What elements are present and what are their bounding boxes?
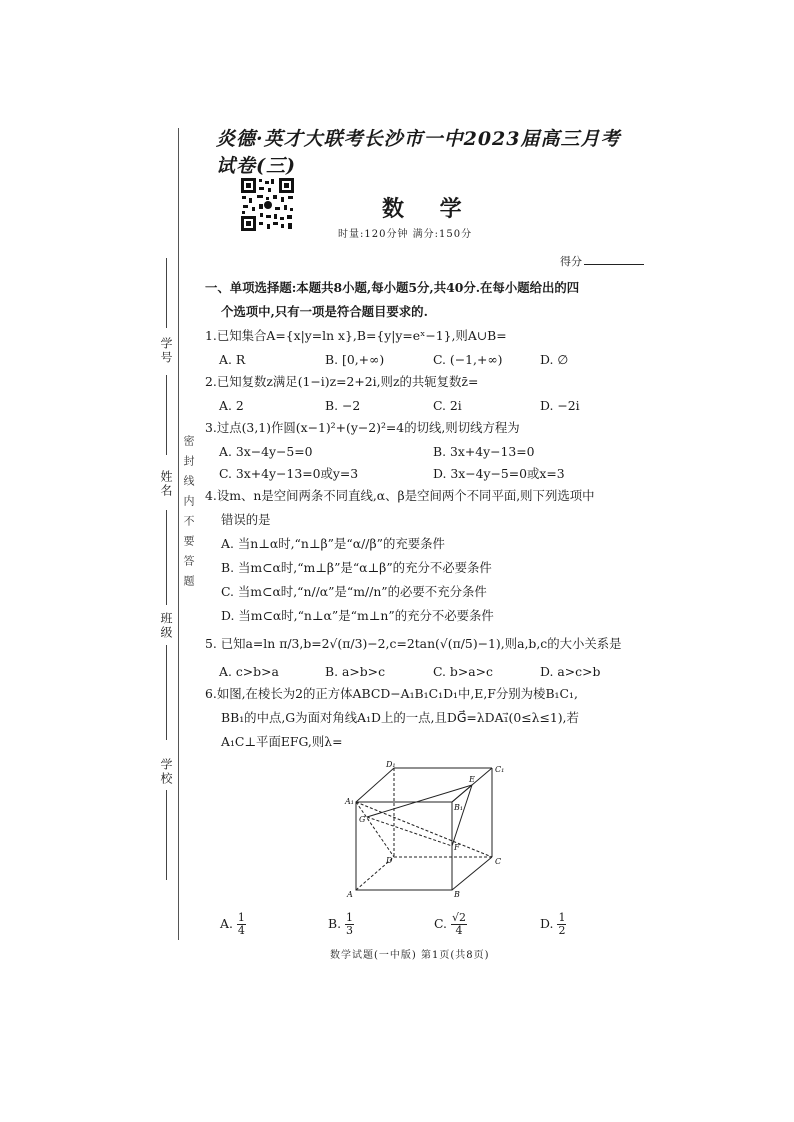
label-d: D — [386, 856, 393, 865]
q3-option-c: C. 3x+4y−13=0或y=3 — [219, 466, 359, 481]
page-footer: 数学试题(一中版) 第1页(共8页) — [330, 950, 490, 961]
label-a: A — [347, 890, 353, 899]
q4-option-b: B. 当m⊂α时,“m⊥β”是“α⊥β”的充分不必要条件 — [221, 560, 492, 575]
exam-time-and-score: 时量:120分钟 满分:150分 — [338, 229, 473, 240]
q4-option-a: A. 当n⊥α时,“n⊥β”是“α//β”的充要条件 — [221, 536, 445, 551]
label-d1: D₁ — [386, 760, 396, 769]
q6-option-b: B. $\frac{1}{3}$ — [328, 911, 354, 937]
q1-option-d: D. ∅ — [540, 352, 569, 367]
cube-front-face — [356, 802, 452, 890]
student-number-label: 学号 — [159, 337, 173, 365]
question-body — [205, 276, 645, 754]
score-field — [560, 253, 644, 269]
school-label: 学校 — [159, 758, 173, 786]
school-field-line — [166, 645, 167, 740]
score-label: 得分 — [560, 255, 582, 268]
q6-option-d: D. $\frac{1}{2}$ — [540, 911, 566, 937]
q4-option-c: C. 当m⊂α时,“n//α”是“m//n”的必要不充分条件 — [221, 584, 487, 599]
class-field-line — [166, 510, 167, 605]
q4-stem: 4.设m、n是空间两条不同直线,α、β是空间两个不同平面,则下列选项中 — [205, 488, 595, 503]
section-heading-cont: 个选项中,只有一项是符合题目要求的. — [221, 304, 428, 319]
extra-field-line — [166, 790, 167, 880]
class-label: 班级 — [159, 612, 173, 640]
q3-option-b: B. 3x+4y−13=0 — [433, 444, 535, 459]
score-blank — [584, 264, 644, 265]
q4-stem-cont: 错误的是 — [221, 512, 271, 527]
name-label: 姓名 — [159, 470, 173, 498]
q6-stem: 6.如图,在棱长为2的正方体ABCD−A₁B₁C₁D₁中,E,F分别为棱B₁C₁, — [205, 686, 578, 701]
q5-options — [205, 660, 645, 682]
q2-option-a: A. 2 — [219, 398, 244, 413]
exam-title: 炎德·英才大联考长沙市一中2023届高三月考试卷(三) — [216, 128, 621, 177]
binding-margin-line — [178, 128, 179, 940]
label-b1: B₁ — [454, 803, 464, 812]
q6-stem-cont: BB₁的中点,G为面对角线A₁D上的一点,且DG⃗=λDA₁⃗(0≤λ≤1),若 — [221, 710, 579, 725]
cube-figure — [340, 760, 510, 900]
q5-option-c: C. b>a>c — [433, 664, 493, 679]
q2-option-d: D. −2i — [540, 398, 580, 413]
label-b: B — [454, 890, 460, 899]
student-number-line — [166, 375, 167, 455]
q5-option-b: B. a>b>c — [325, 664, 386, 679]
q3-stem: 3.过点(3,1)作圆(x−1)²+(y−2)²=4的切线,则切线方程为 — [205, 420, 520, 435]
label-f: F — [454, 843, 460, 852]
qr-code-icon — [240, 177, 295, 232]
q2-option-b: B. −2 — [325, 398, 361, 413]
q6-option-c: C. $\frac{√2}{4}$ — [434, 911, 466, 937]
label-c1: C₁ — [495, 765, 505, 774]
q2-options — [205, 394, 645, 416]
q2-stem: 2.已知复数z满足(1−i)z=2+2i,则z的共轭复数z̄= — [205, 374, 479, 389]
label-a1: A₁ — [345, 797, 354, 806]
q6-option-a: A. $\frac{1}{4}$ — [220, 911, 245, 937]
label-e: E — [469, 775, 475, 784]
subject-title: 数 学 — [382, 196, 476, 222]
seal-line-notice: 密封线内不要答题 — [182, 435, 195, 595]
q3-option-a: A. 3x−4y−5=0 — [219, 444, 313, 459]
q2-option-c: C. 2i — [433, 398, 462, 413]
q5-stem: 5. 已知a=ln π/3,b=2√(π/3)−2,c=2tan(√(π/5)−1),则a,b,c的大小关系是 — [205, 636, 622, 651]
q3-options-row1 — [205, 440, 645, 462]
section-heading: 一、单项选择题:本题共8小题,每小题5分,共40分.在每小题给出的四 — [205, 280, 580, 295]
q1-stem: 1.已知集合A={x|y=ln x},B={y|y=eˣ−1},则A∪B= — [205, 328, 507, 343]
q3-options-row2 — [205, 462, 645, 484]
label-g: G — [359, 815, 366, 824]
q3-option-d: D. 3x−4y−5=0或x=3 — [433, 466, 565, 481]
q1-option-a: A. R — [219, 352, 246, 367]
q5-option-a: A. c>b>a — [219, 664, 279, 679]
q1-option-c: C. (−1,+∞) — [433, 352, 503, 367]
q1-option-b: B. [0,+∞) — [325, 352, 385, 367]
q1-options — [205, 348, 645, 370]
q5-option-d: D. a>c>b — [540, 664, 601, 679]
q4-option-d: D. 当m⊂α时,“n⊥α”是“m⊥n”的充分不必要条件 — [221, 608, 494, 623]
label-c: C — [495, 857, 502, 866]
name-field-line — [166, 258, 167, 328]
q6-stem-cont2: A₁C⊥平面EFG,则λ= — [221, 734, 343, 749]
